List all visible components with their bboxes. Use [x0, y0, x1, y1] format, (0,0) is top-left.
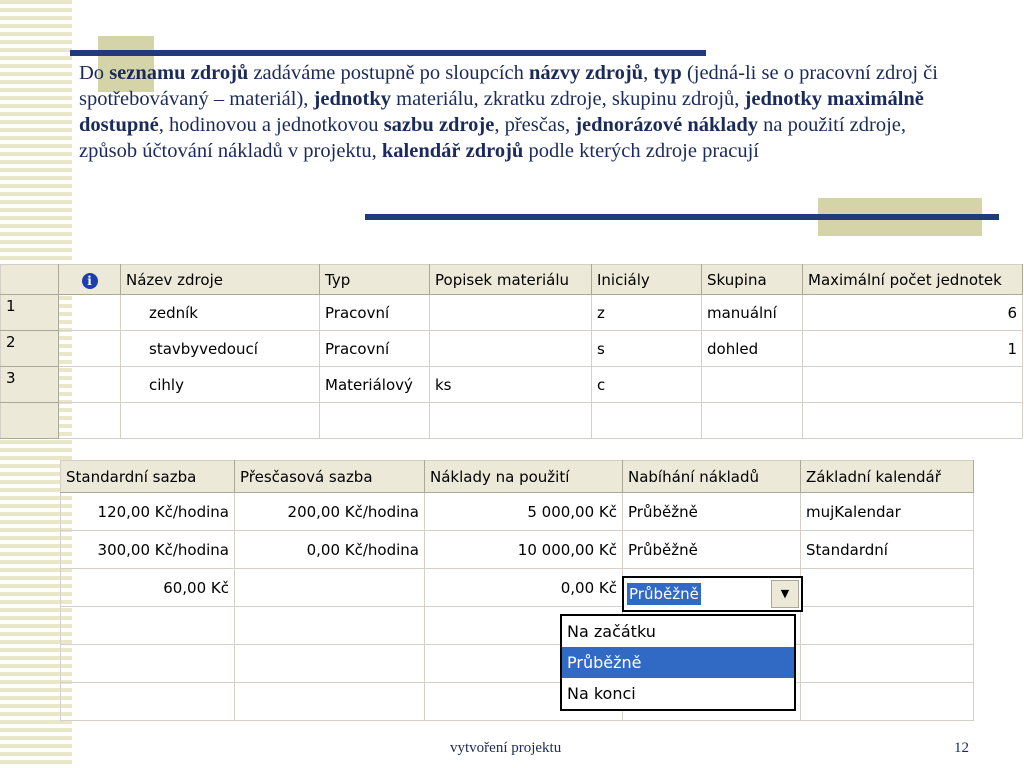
row-number[interactable]: 2 [1, 331, 59, 367]
text-run: , přesčas, [494, 114, 576, 136]
cell-base-calendar[interactable]: mujKalendar [801, 493, 974, 531]
indicator-column-header[interactable] [59, 265, 121, 295]
column-header-standard-rate[interactable]: Standardní sazba [61, 461, 235, 493]
cell-name[interactable]: cihly [121, 367, 320, 403]
cell-overtime-rate[interactable] [235, 683, 425, 721]
cell-group[interactable] [702, 367, 803, 403]
cell-standard-rate[interactable]: 120,00 Kč/hodina [61, 493, 235, 531]
cell-initials[interactable]: z [592, 295, 702, 331]
table-header-row [61, 461, 974, 493]
cell-accrue-at[interactable]: Průběžně [623, 531, 801, 569]
cell-name[interactable]: stavbyvedoucí [121, 331, 320, 367]
text-run: Do [79, 62, 110, 84]
text-run: (jedná-li se o pracovní zdroj či spotřebovávaný – materiál), [79, 62, 938, 110]
table-header-row [1, 265, 1023, 295]
cell-base-calendar[interactable] [801, 645, 974, 683]
table-row [1, 295, 1023, 331]
bold-text-run: jednotky maximálně dostupné [79, 88, 924, 136]
table-row-empty [61, 683, 974, 721]
text-run: materiálu, zkratku zdroje, skupinu zdrojů, [391, 88, 745, 110]
cell-overtime-rate[interactable] [235, 645, 425, 683]
table-row [61, 493, 974, 531]
cell-standard-rate[interactable]: 60,00 Kč [61, 569, 235, 607]
bold-text-run: seznamu zdrojů [109, 62, 249, 84]
column-header-accrue-at[interactable]: Nabíhání nákladů [623, 461, 801, 493]
cell-base-calendar[interactable]: Standardní [801, 531, 974, 569]
text-run: , hodinovou a jednotkovou [158, 114, 384, 136]
table-row [61, 531, 974, 569]
cell-initials[interactable] [592, 403, 702, 439]
dropdown-option-prorated[interactable]: Průběžně [562, 647, 794, 678]
cell-accrue-at[interactable]: Průběžně [623, 493, 801, 531]
cell-overtime-rate[interactable] [235, 607, 425, 645]
combobox-value[interactable]: Průběžně [629, 585, 699, 603]
decorative-bar-top [70, 50, 706, 56]
cell-base-calendar[interactable] [801, 607, 974, 645]
table-row [1, 367, 1023, 403]
column-header-initials[interactable]: Iniciály [592, 265, 702, 295]
cell-group[interactable] [702, 403, 803, 439]
cell-cost-per-use[interactable]: 0,00 Kč [425, 569, 623, 607]
cell-max-units[interactable] [803, 367, 1023, 403]
cell-material-label[interactable] [430, 331, 592, 367]
text-run: , [643, 62, 654, 84]
cell-base-calendar[interactable] [801, 683, 974, 721]
cell-overtime-rate[interactable]: 200,00 Kč/hodina [235, 493, 425, 531]
bold-text-run: jednorázové náklady [575, 114, 759, 136]
row-number[interactable]: 1 [1, 295, 59, 331]
cell-name[interactable]: zedník [121, 295, 320, 331]
cell-group[interactable]: dohled [702, 331, 803, 367]
bold-text-run: typ [653, 62, 682, 84]
column-header-type[interactable]: Typ [320, 265, 430, 295]
column-header-material-label[interactable]: Popisek materiálu [430, 265, 592, 295]
cell-standard-rate[interactable] [61, 645, 235, 683]
chevron-down-icon[interactable]: ▼ [771, 580, 799, 608]
indicator-cell[interactable] [59, 295, 121, 331]
accrue-at-combobox[interactable] [622, 576, 803, 612]
column-header-cost-per-use[interactable]: Náklady na použití [425, 461, 623, 493]
cell-standard-rate[interactable]: 300,00 Kč/hodina [61, 531, 235, 569]
dropdown-option-start[interactable]: Na začátku [567, 622, 656, 641]
cell-material-label[interactable] [430, 403, 592, 439]
row-number[interactable] [1, 403, 59, 439]
cell-material-label[interactable]: ks [430, 367, 592, 403]
indicator-cell[interactable] [59, 367, 121, 403]
text-run: zadáváme postupně po sloupcích [248, 62, 529, 84]
cell-type[interactable]: Pracovní [320, 331, 430, 367]
cell-material-label[interactable] [430, 295, 592, 331]
text-run: na použití zdroje, způsob účtování nákladů v projektu, [79, 114, 907, 162]
cell-overtime-rate[interactable]: 0,00 Kč/hodina [235, 531, 425, 569]
cell-base-calendar[interactable] [801, 569, 974, 607]
cell-max-units[interactable]: 1 [803, 331, 1023, 367]
page-number: 12 [954, 740, 969, 756]
cell-cost-per-use[interactable]: 5 000,00 Kč [425, 493, 623, 531]
bold-text-run: sazbu zdroje [383, 114, 495, 136]
footer-title: vytvoření projektu [450, 740, 562, 756]
table-row-empty [61, 607, 974, 645]
cell-max-units[interactable] [803, 403, 1023, 439]
cell-type[interactable]: Materiálový [320, 367, 430, 403]
text-run: podle kterých zdroje pracují [523, 140, 759, 162]
indicator-cell[interactable] [59, 331, 121, 367]
dropdown-option-end[interactable]: Na konci [567, 684, 636, 703]
cell-group[interactable]: manuální [702, 295, 803, 331]
resource-cost-table [60, 460, 974, 721]
column-header-group[interactable]: Skupina [702, 265, 803, 295]
column-header-max-units[interactable]: Maximální počet jednotek [803, 265, 1023, 295]
bold-text-run: názvy zdrojů [528, 62, 644, 84]
cell-name[interactable] [121, 403, 320, 439]
cell-type[interactable]: Pracovní [320, 295, 430, 331]
resource-sheet-table [0, 264, 1023, 439]
select-all-corner[interactable] [1, 265, 59, 295]
table-row-empty [1, 403, 1023, 439]
accrue-at-dropdown-list [560, 614, 796, 711]
cell-initials[interactable]: c [592, 367, 702, 403]
decorative-bar-bottom [365, 214, 999, 220]
row-number[interactable]: 3 [1, 367, 59, 403]
bold-text-run: jednotky [313, 88, 391, 110]
cell-initials[interactable]: s [592, 331, 702, 367]
table-row-empty [61, 645, 974, 683]
indicator-cell[interactable] [59, 403, 121, 439]
table-row [61, 569, 974, 607]
cell-cost-per-use[interactable]: 10 000,00 Kč [425, 531, 623, 569]
cell-standard-rate[interactable] [61, 683, 235, 721]
cell-max-units[interactable]: 6 [803, 295, 1023, 331]
column-header-name[interactable]: Název zdroje [121, 265, 320, 295]
bold-text-run: kalendář zdrojů [381, 140, 524, 162]
info-icon: i [82, 273, 98, 289]
column-header-base-calendar[interactable]: Základní kalendář [801, 461, 974, 493]
cell-overtime-rate[interactable] [235, 569, 425, 607]
cell-standard-rate[interactable] [61, 607, 235, 645]
column-header-overtime-rate[interactable]: Přesčasová sazba [235, 461, 425, 493]
slide-body-text [79, 60, 949, 164]
table-row [1, 331, 1023, 367]
cell-type[interactable] [320, 403, 430, 439]
